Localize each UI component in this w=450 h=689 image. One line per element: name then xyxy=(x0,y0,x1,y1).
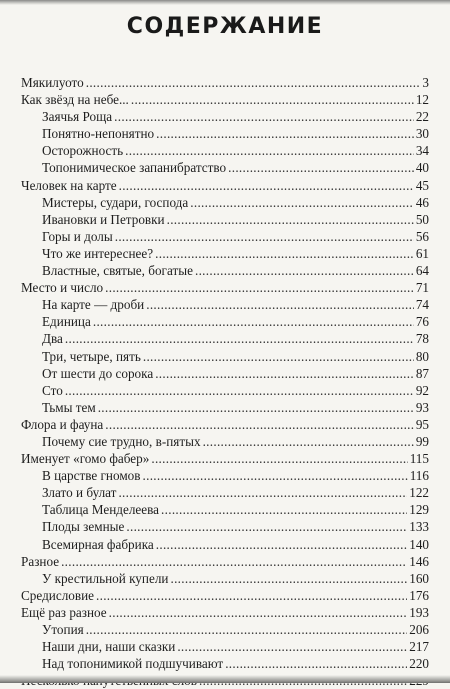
dot-leader xyxy=(195,262,414,279)
toc-page-number: 50 xyxy=(415,211,429,227)
toc-subentry xyxy=(21,211,429,228)
dot-leader xyxy=(86,621,408,638)
toc-subentry xyxy=(21,399,429,416)
toc-page-number: 92 xyxy=(415,382,429,398)
dot-leader xyxy=(114,108,414,125)
toc-entry xyxy=(21,177,429,194)
toc-entry-title: Человек на карте xyxy=(21,177,117,193)
dot-leader xyxy=(190,194,414,211)
toc-subentry xyxy=(21,159,429,176)
toc-entry xyxy=(21,587,429,604)
toc-entry xyxy=(21,74,429,91)
toc-subentry xyxy=(21,108,429,125)
toc-entry-title: Что же интереснее? xyxy=(42,245,154,261)
toc-page-number: 22 xyxy=(415,109,429,125)
toc-page-number: 30 xyxy=(415,126,429,142)
toc-page-number: 80 xyxy=(415,348,429,364)
dot-leader xyxy=(119,177,414,194)
toc-page-number: 95 xyxy=(415,416,429,432)
dot-leader xyxy=(65,330,414,347)
page-title: СОДЕРЖАНИЕ xyxy=(126,14,324,39)
toc-subentry xyxy=(21,536,429,553)
toc-page-number: 40 xyxy=(415,160,429,176)
toc-entry-title: Всемирная фабрика xyxy=(42,536,154,552)
dot-leader xyxy=(96,587,407,604)
toc-entry-title: Плоды земные xyxy=(42,519,125,535)
toc-subentry xyxy=(21,142,429,159)
toc-entry-title: На карте — дроби xyxy=(42,297,145,313)
toc-entry-title: Флора и фауна xyxy=(21,416,104,432)
toc-page-number: 34 xyxy=(415,143,429,159)
toc-entry-title: Горы и долы xyxy=(42,228,113,244)
dot-leader xyxy=(109,604,408,621)
toc-entry-title: У крестильной купели xyxy=(42,570,169,586)
dot-leader xyxy=(155,245,414,262)
toc-page-number: 115 xyxy=(409,451,429,467)
toc-page-number: 93 xyxy=(415,399,429,415)
toc-subentry xyxy=(21,313,429,330)
toc-subentry xyxy=(21,245,429,262)
toc-entry-title: Заячья Роща xyxy=(42,109,113,125)
dot-leader xyxy=(65,382,414,399)
toc-page-number: 78 xyxy=(415,331,429,347)
toc-subentry xyxy=(21,330,429,347)
toc-page-number: 133 xyxy=(409,519,429,535)
toc-subentry xyxy=(21,348,429,365)
toc-entry-title: Мистеры, судари, господа xyxy=(42,194,189,210)
toc-page-number: 87 xyxy=(415,365,429,381)
toc-page-number: 116 xyxy=(409,468,429,484)
toc-entry-title: Единица xyxy=(42,314,91,330)
dot-leader xyxy=(170,570,407,587)
dot-leader xyxy=(228,159,414,176)
toc-subentry xyxy=(21,262,429,279)
toc-page-number: 46 xyxy=(415,194,429,210)
toc-subentry xyxy=(21,518,429,535)
toc-page-number: 74 xyxy=(415,297,429,313)
toc-subentry xyxy=(21,228,429,245)
toc-subentry xyxy=(21,501,429,518)
dot-leader xyxy=(161,501,407,518)
dot-leader xyxy=(146,296,414,313)
toc-subentry xyxy=(21,570,429,587)
dot-leader xyxy=(156,536,407,553)
toc-entry-title: Как звёзд на небе... xyxy=(21,92,129,108)
toc-entry-title: В царстве гномов xyxy=(42,468,141,484)
toc-page-number: 220 xyxy=(409,656,429,672)
toc-page-number: 64 xyxy=(415,263,429,279)
toc-subentry xyxy=(21,621,429,638)
toc-subentry xyxy=(21,655,429,672)
dot-leader xyxy=(105,279,414,296)
dot-leader xyxy=(98,399,414,416)
toc-subentry xyxy=(21,484,429,501)
dot-leader xyxy=(203,433,414,450)
dot-leader xyxy=(93,313,414,330)
dot-leader xyxy=(177,638,407,655)
toc-page-number: 129 xyxy=(409,502,429,518)
toc-page-number: 146 xyxy=(409,553,429,569)
toc-entry-title: Понятно-непонятно xyxy=(42,126,155,142)
toc-entry xyxy=(21,416,429,433)
toc-page-number: 61 xyxy=(415,245,429,261)
dot-leader xyxy=(115,228,414,245)
dot-leader xyxy=(86,74,421,91)
dot-leader xyxy=(167,211,414,228)
toc-subentry xyxy=(21,433,429,450)
toc-page-number: 176 xyxy=(409,587,429,603)
toc-page-number: 206 xyxy=(409,622,429,637)
dot-leader xyxy=(126,518,407,535)
toc-subentry xyxy=(21,638,429,655)
page-top-edge xyxy=(0,0,450,5)
toc-entry-title: Осторожность xyxy=(42,143,124,159)
toc-page-number: 12 xyxy=(415,92,429,108)
toc-subentry xyxy=(21,125,429,142)
toc-entry-title: Ещё раз разное xyxy=(21,604,107,620)
toc-subentry xyxy=(21,296,429,313)
toc-page-number: 193 xyxy=(409,604,429,620)
toc-page-number: 56 xyxy=(415,228,429,244)
dot-leader xyxy=(131,91,414,108)
toc-page-number: 122 xyxy=(409,485,429,501)
dot-leader xyxy=(118,484,407,501)
toc-page-number: 99 xyxy=(415,433,429,449)
toc-entry-title: От шести до сорока xyxy=(42,365,154,381)
toc-entry-title: Почему сие трудно, в-пятых xyxy=(42,433,201,449)
dot-leader xyxy=(105,416,414,433)
toc-entry xyxy=(21,279,429,296)
toc-entry-title: Наши дни, наши сказки xyxy=(42,639,176,655)
toc-subentry xyxy=(21,365,429,382)
toc-page-number: 140 xyxy=(409,536,429,552)
dot-leader xyxy=(61,553,407,570)
toc-entry-title: Таблица Менделеева xyxy=(42,502,160,518)
dot-leader xyxy=(143,348,414,365)
toc-entry-title: Разное xyxy=(21,553,60,569)
toc-entry-title: Властные, святые, богатые xyxy=(42,263,193,279)
toc-page-number: 160 xyxy=(409,570,429,586)
toc-subentry xyxy=(21,467,429,484)
toc-page-number: 45 xyxy=(415,177,429,193)
toc-page-number: 217 xyxy=(409,639,429,655)
toc-entry xyxy=(21,450,429,467)
table-of-contents xyxy=(21,74,429,689)
toc-entry-title: Два xyxy=(42,331,63,347)
toc-entry-title: Именует «гомо фабер» xyxy=(21,451,150,467)
toc-page-number: 3 xyxy=(422,75,429,90)
toc-entry-title: Сто xyxy=(42,382,63,398)
toc-entry-title: Топонимическое запанибратство xyxy=(42,160,227,176)
toc-page-number: 76 xyxy=(415,314,429,330)
toc-entry-title: Место и число xyxy=(21,280,104,296)
toc-entry xyxy=(21,604,429,621)
toc-entry xyxy=(21,553,429,570)
dot-leader xyxy=(225,655,407,672)
page-bottom-edge xyxy=(0,675,450,683)
toc-subentry xyxy=(21,382,429,399)
dot-leader xyxy=(125,142,414,159)
dot-leader xyxy=(151,450,407,467)
toc-entry-title: Три, четыре, пять xyxy=(42,348,141,364)
dot-leader xyxy=(155,365,414,382)
toc-entry-title: Тьмы тем xyxy=(42,399,96,415)
toc-entry-title: Утопия xyxy=(42,622,84,637)
toc-subentry xyxy=(21,194,429,211)
toc-entry-title: Средисловие xyxy=(21,587,95,603)
toc-page-number: 71 xyxy=(415,280,429,296)
toc-entry xyxy=(21,91,429,108)
toc-entry-title: Мякилуото xyxy=(21,75,84,90)
toc-entry-title: Злато и булат xyxy=(42,485,117,501)
toc-entry-title: Ивановки и Петровки xyxy=(42,211,165,227)
toc-entry-title: Над топонимикой подшучивают xyxy=(42,656,224,672)
dot-leader xyxy=(143,467,408,484)
dot-leader xyxy=(156,125,414,142)
